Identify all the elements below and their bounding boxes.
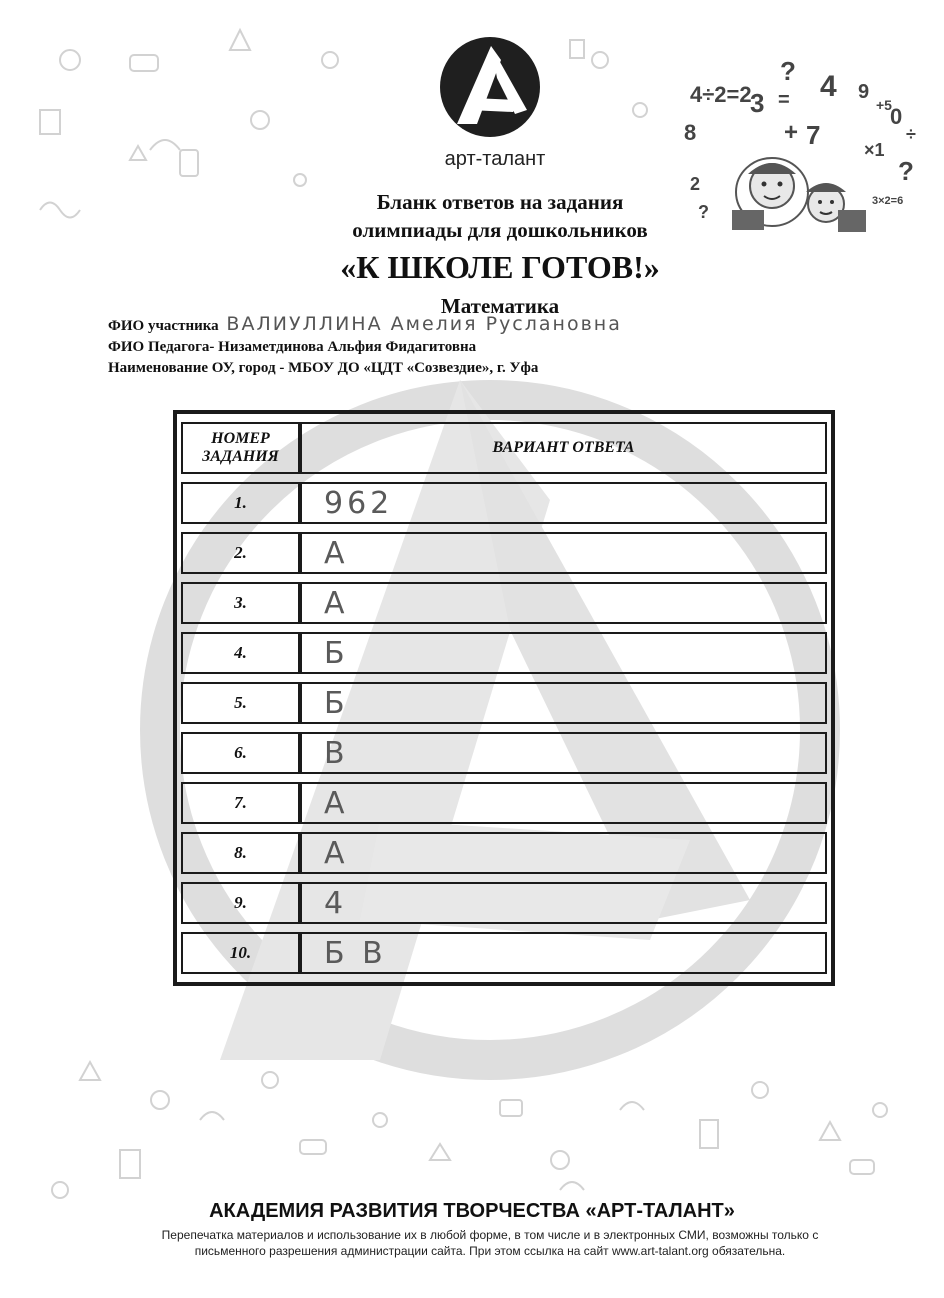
footer-note	[140, 1227, 840, 1259]
task-number: 8.	[181, 832, 300, 874]
handwritten-answer: 962	[300, 482, 827, 524]
math-expression: ?	[780, 56, 796, 86]
math-expression: 4÷2=2	[690, 82, 752, 107]
table-header-row	[181, 422, 827, 474]
math-expression: 7	[806, 120, 821, 150]
handwritten-answer: А	[300, 832, 827, 874]
participant-row	[108, 314, 622, 337]
answers-table	[173, 410, 835, 986]
handwritten-answer: А	[300, 782, 827, 824]
task-number: 1.	[181, 482, 300, 524]
handwritten-answer: В	[300, 732, 827, 774]
footer-note-line-2: письменного разрешения администрации сайта. При этом ссылка на сайт www.art-talant.org обязательна.	[194, 1244, 786, 1258]
math-expression: ÷	[906, 124, 916, 144]
title-block	[260, 188, 740, 320]
task-number: 6.	[181, 732, 300, 774]
footer-title: АКАДЕМИЯ РАЗВИТИЯ ТВОРЧЕСТВА «АРТ-ТАЛАНТ»	[209, 1200, 735, 1222]
math-expression: ?	[698, 202, 709, 222]
table-row	[181, 932, 827, 974]
title-line-1: Бланк ответов на задания	[376, 190, 624, 214]
task-number: 10.	[181, 932, 300, 974]
table-row	[181, 832, 827, 874]
math-expression: 4	[820, 70, 837, 103]
handwritten-answer: Б	[300, 632, 827, 674]
institution-row: Наименование ОУ, город - МБОУ ДО «ЦДТ «Созвездие», г. Уфа	[108, 360, 539, 376]
participant-name-handwritten: ВАЛИУЛЛИНА Амелия Руслановна	[226, 313, 622, 335]
math-expression: +	[784, 119, 799, 146]
art-talant-logo	[435, 32, 545, 142]
participant-info	[108, 314, 622, 379]
task-number: 5.	[181, 682, 300, 724]
task-number: 9.	[181, 882, 300, 924]
handwritten-answer: Б	[300, 682, 827, 724]
math-expression: 3	[750, 88, 765, 118]
table-row	[181, 732, 827, 774]
table-row	[181, 482, 827, 524]
task-number: 3.	[181, 582, 300, 624]
math-expression: 3×2=6	[872, 195, 904, 207]
math-expression: ?	[898, 156, 914, 186]
handwritten-answer: А	[300, 532, 827, 574]
olympiad-title: «К ШКОЛЕ ГОТОВ!»	[340, 249, 660, 285]
handwritten-answer: Б В	[300, 932, 827, 974]
math-expression: =	[778, 89, 790, 111]
handwritten-answer: А	[300, 582, 827, 624]
participant-label: ФИО участника	[108, 318, 219, 334]
table-row	[181, 582, 827, 624]
task-number: 4.	[181, 632, 300, 674]
table-row	[181, 782, 827, 824]
table-row	[181, 882, 827, 924]
footer-note-line-1: Перепечатка материалов и использование их в любой форме, в том числе и в электронных СМИ, возможны только с	[161, 1228, 819, 1242]
math-expression: 8	[684, 120, 697, 145]
brand-name: арт-талант	[444, 148, 546, 170]
column-header-task-number: НОМЕР ЗАДАНИЯ	[181, 422, 300, 474]
task-number: 7.	[181, 782, 300, 824]
table-row	[181, 532, 827, 574]
math-expression: 2	[690, 174, 701, 194]
math-expression: ×1	[864, 140, 885, 160]
math-expression: 9	[858, 81, 870, 103]
math-expression: +5	[876, 97, 892, 113]
table-row	[181, 632, 827, 674]
subject-title: Математика	[440, 294, 560, 318]
math-expression: 0	[890, 104, 903, 129]
handwritten-answer: 4	[300, 882, 827, 924]
title-line-2: олимпиады для дошкольников	[352, 218, 648, 242]
teacher-row: ФИО Педагога- Низаметдинова Альфия Фидагитовна	[108, 339, 477, 355]
task-number: 2.	[181, 532, 300, 574]
table-row	[181, 682, 827, 724]
column-header-answer: ВАРИАНТ ОТВЕТА	[300, 422, 827, 474]
